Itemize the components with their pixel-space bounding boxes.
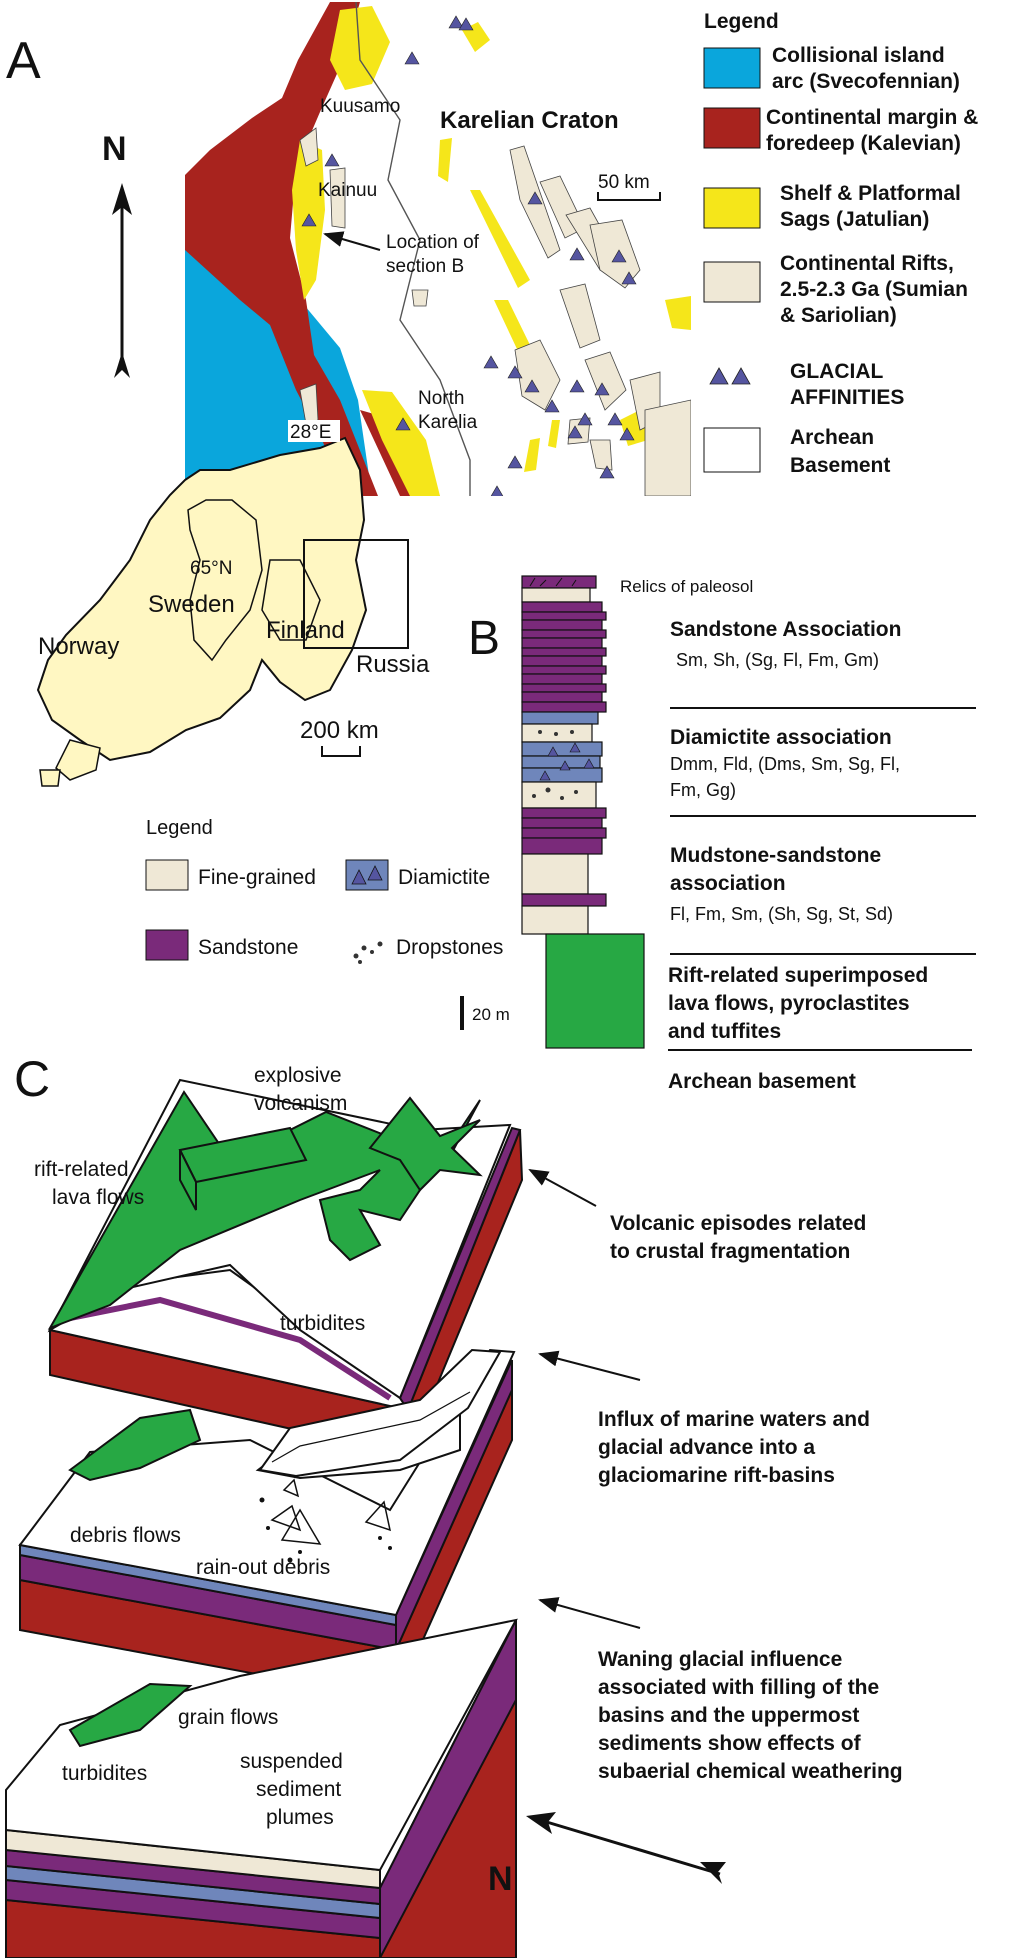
label-grain-flows: grain flows (178, 1706, 279, 1729)
note2-line1: Influx of marine waters and (598, 1408, 870, 1431)
assoc-diam-codes-1: Dmm, Fld, (Dms, Sm, Sg, Fl, (670, 754, 901, 774)
assoc-rift-1: Rift-related superimposed (668, 964, 929, 987)
north-arrow (102, 130, 132, 378)
label-scale-50: 50 km (598, 172, 650, 193)
label-longitude: 28°E (290, 422, 332, 443)
note3-line4: sediments show effects of (598, 1732, 861, 1755)
legend-swatch-archean (704, 428, 760, 472)
legend-b (146, 817, 503, 964)
legend-swatch-diamictite (346, 860, 388, 890)
column-scale-label: 20 m (472, 1005, 510, 1024)
arrow-fletching-icon (114, 352, 130, 378)
legend-glacial-l1: GLACIAL (790, 360, 884, 383)
panel-c-letter: C (14, 1051, 51, 1107)
note3-line2: associated with filling of the (598, 1676, 880, 1699)
label-debris-flows: debris flows (70, 1524, 181, 1547)
legend-arc-l1: Collisional island (772, 44, 945, 67)
legend-b-title: Legend (146, 817, 213, 839)
legend-swatch-arc (704, 48, 760, 88)
note3-line3: basins and the uppermost (598, 1704, 860, 1727)
legend-kalevian-l1: Continental margin & (766, 106, 979, 129)
legend-rifts-l2: 2.5-2.3 Ga (Sumian (780, 278, 968, 301)
legend-rifts-l1: Continental Rifts, (780, 252, 954, 275)
legend-sandstone-label: Sandstone (198, 936, 299, 959)
stratigraphic-column (522, 576, 644, 1048)
panel-a-letter: A (6, 32, 41, 90)
label-rift-lava-2: lava flows (52, 1186, 145, 1209)
paleosol-label: Relics of paleosol (620, 577, 754, 596)
assoc-rift-3: and tuffites (668, 1020, 782, 1043)
legend-swatch-fine (146, 860, 188, 890)
label-sweden: Sweden (148, 591, 235, 618)
label-location-1: Location of (386, 232, 479, 253)
associations (668, 618, 976, 1093)
process-notes (598, 1212, 903, 1783)
legend-jatulian-l2: Sags (Jatulian) (780, 208, 930, 231)
assoc-sand-codes: Sm, Sh, (Sg, Fl, Fm, Gm) (676, 650, 880, 670)
note2-line2: glacial advance into a (598, 1436, 816, 1459)
label-explosive-2: volcanism (254, 1092, 348, 1115)
note3-line5: subaerial chemical weathering (598, 1760, 903, 1783)
assoc-mud-title-2: association (670, 872, 786, 895)
assoc-mud-title-1: Mudstone-sandstone (670, 844, 882, 867)
note1-line1: Volcanic episodes related (610, 1212, 867, 1235)
dropstones-icon (354, 942, 383, 965)
label-suspended-2: sediment (256, 1778, 342, 1801)
legend-glacial-l2: AFFINITIES (790, 386, 905, 409)
label-rift-lava-1: rift-related (34, 1158, 129, 1181)
legend-archean-l2: Basement (790, 454, 891, 477)
legend-dropstones-label: Dropstones (396, 936, 504, 959)
scale-bar-200 (322, 746, 360, 756)
legend-swatch-kalevian (704, 108, 760, 148)
label-kuusamo: Kuusamo (320, 96, 401, 117)
north-label-bottom: N (488, 1860, 513, 1898)
legend-swatch-rifts (704, 262, 760, 302)
label-karelian-craton: Karelian Craton (440, 107, 619, 134)
label-russia: Russia (356, 651, 430, 678)
pointer-arrow-2 (540, 1354, 640, 1380)
label-turbidites-top: turbidites (280, 1312, 366, 1335)
label-scale-200: 200 km (300, 717, 379, 744)
legend-fine-label: Fine-grained (198, 866, 316, 889)
note3-line1: Waning glacial influence (598, 1648, 843, 1671)
legend-a-title: Legend (704, 10, 779, 33)
pointer-arrow-3 (540, 1600, 640, 1628)
label-suspended-1: suspended (240, 1750, 343, 1773)
legend-diamictite-label: Diamictite (398, 866, 491, 889)
assoc-archean: Archean basement (668, 1070, 856, 1093)
assoc-sand-title: Sandstone Association (670, 618, 902, 641)
label-suspended-3: plumes (266, 1806, 334, 1829)
north-label: N (102, 130, 127, 168)
label-turbidites-bottom: turbidites (62, 1762, 148, 1785)
note2-line3: glaciomarine rift-basins (598, 1464, 835, 1487)
arrow-fletching-icon (700, 1862, 726, 1884)
label-finland: Finland (266, 617, 345, 644)
legend-a (704, 10, 978, 477)
label-latitude: 65°N (190, 558, 233, 579)
note1-line2: to crustal fragmentation (610, 1240, 851, 1263)
legend-arc-l2: arc (Svecofennian) (772, 70, 960, 93)
label-location-2: section B (386, 256, 465, 277)
label-explosive-1: explosive (254, 1064, 342, 1087)
label-norway: Norway (38, 633, 120, 660)
legend-glacial-icon (710, 368, 750, 384)
legend-swatch-jatulian (704, 188, 760, 228)
panel-b-letter: B (468, 612, 501, 665)
north-arrow-bottom (488, 1812, 726, 1898)
assoc-rift-2: lava flows, pyroclastites (668, 992, 910, 1015)
label-north-karelia-1: North (418, 388, 465, 409)
legend-swatch-sandstone (146, 930, 188, 960)
assoc-mud-codes: Fl, Fm, Sm, (Sh, Sg, St, Sd) (670, 904, 894, 924)
pointer-arrow-1 (530, 1170, 596, 1206)
legend-kalevian-l2: foredeep (Kalevian) (766, 132, 961, 155)
legend-archean-l1: Archean (790, 426, 875, 449)
legend-jatulian-l1: Shelf & Platformal (780, 182, 961, 205)
assoc-diam-codes-2: Fm, Gg) (670, 780, 736, 800)
label-rain-out-debris: rain-out debris (196, 1556, 331, 1579)
label-kainuu: Kainuu (318, 180, 378, 201)
label-north-karelia-2: Karelia (418, 412, 478, 433)
legend-rifts-l3: & Sariolian) (780, 304, 897, 327)
assoc-diam-title: Diamictite association (670, 726, 892, 749)
